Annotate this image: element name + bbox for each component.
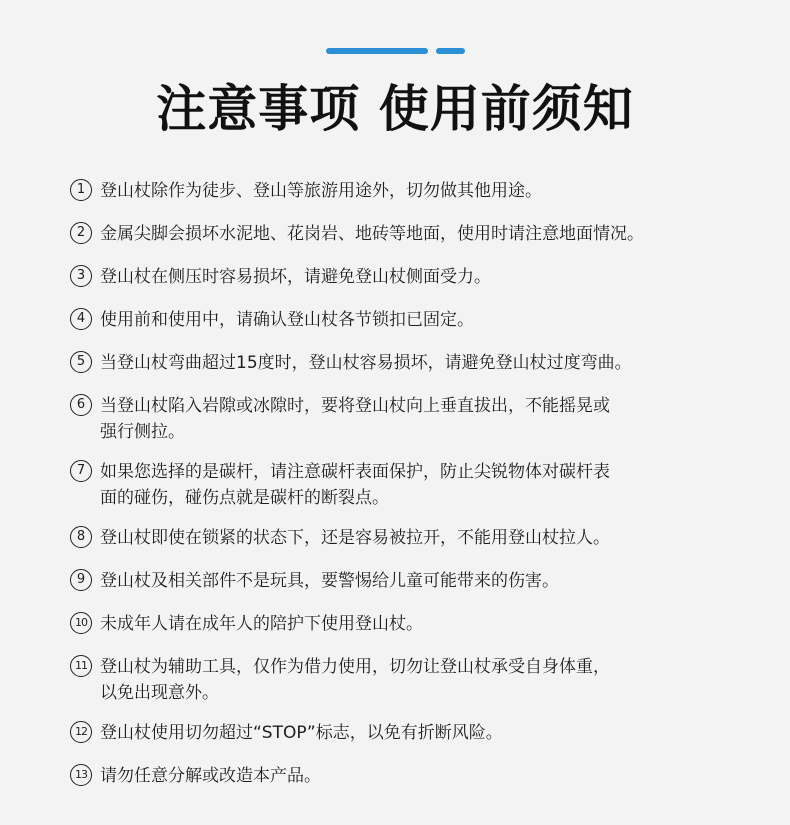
item-text-line: 如果您选择的是碳杆，请注意碳杆表面保护，防止尖锐物体对碳杆表 — [100, 462, 610, 482]
item-text-line: 未成年人请在成年人的陪护下使用登山杖。 — [100, 614, 423, 634]
notice-item — [70, 393, 770, 445]
item-text-line: 面的碰伤，碰伤点就是碳杆的断裂点。 — [100, 488, 389, 508]
notice-item — [70, 221, 770, 247]
item-number-badge: 10 — [70, 612, 92, 634]
notice-item — [70, 720, 770, 746]
item-text-line: 当登山杖陷入岩隙或冰隙时，要将登山杖向上垂直拔出，不能摇晃或 — [100, 396, 610, 416]
item-text-line: 金属尖脚会损坏水泥地、花岗岩、地砖等地面，使用时请注意地面情况。 — [100, 224, 644, 244]
item-number-badge: 5 — [70, 351, 92, 373]
item-text-line: 强行侧拉。 — [100, 422, 185, 442]
item-text-line: 以免出现意外。 — [100, 683, 219, 703]
item-number-badge: 1 — [70, 179, 92, 201]
item-number-badge: 4 — [70, 308, 92, 330]
notice-item — [70, 350, 770, 376]
notice-item — [70, 264, 770, 290]
item-number-badge: 3 — [70, 265, 92, 287]
notice-item — [70, 654, 770, 706]
notice-item — [70, 763, 770, 789]
item-text-line: 登山杖在侧压时容易损坏，请避免登山杖侧面受力。 — [100, 267, 491, 287]
item-number-badge: 9 — [70, 569, 92, 591]
item-text-line: 登山杖及相关部件不是玩具，要警惕给儿童可能带来的伤害。 — [100, 571, 559, 591]
item-number-badge: 11 — [70, 655, 92, 677]
item-number-badge: 6 — [70, 394, 92, 416]
item-text-line: 使用前和使用中，请确认登山杖各节锁扣已固定。 — [100, 310, 474, 330]
notice-item — [70, 611, 770, 637]
item-number-badge: 2 — [70, 222, 92, 244]
notice-item — [70, 568, 770, 594]
notice-item — [70, 178, 770, 204]
item-number-badge: 12 — [70, 721, 92, 743]
item-text-line: 当登山杖弯曲超过15度时，登山杖容易损坏，请避免登山杖过度弯曲。 — [100, 353, 632, 373]
item-text-line: 登山杖除作为徒步、登山等旅游用途外，切勿做其他用途。 — [100, 181, 542, 201]
item-number-badge: 8 — [70, 526, 92, 548]
notice-item — [70, 459, 770, 511]
accent-bar-long — [326, 48, 428, 54]
page-title: 注意事项 使用前须知 — [156, 80, 634, 138]
accent-bar-short — [436, 48, 465, 54]
item-text-line: 登山杖使用切勿超过“STOP”标志，以免有折断风险。 — [100, 723, 503, 743]
item-number-badge: 7 — [70, 460, 92, 482]
notice-item — [70, 307, 770, 333]
item-text-line: 请勿任意分解或改造本产品。 — [100, 766, 321, 786]
item-number-badge: 13 — [70, 764, 92, 786]
item-text-line: 登山杖为辅助工具，仅作为借力使用，切勿让登山杖承受自身体重， — [100, 657, 610, 677]
item-text-line: 登山杖即使在锁紧的状态下，还是容易被拉开，不能用登山杖拉人。 — [100, 528, 610, 548]
notice-item — [70, 525, 770, 551]
